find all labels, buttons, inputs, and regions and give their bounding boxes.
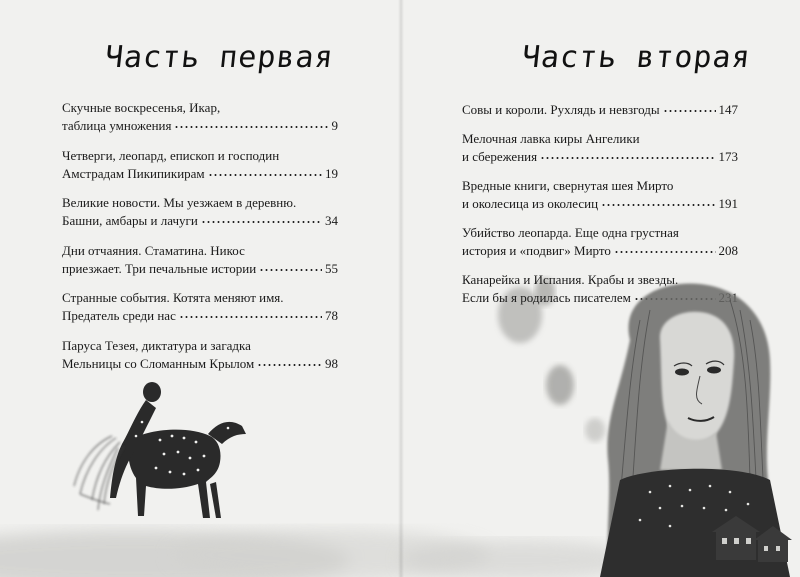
toc-entry-title-line2: приезжает. Три печальные истории [62, 260, 257, 276]
toc-entry-line2 [462, 147, 738, 165]
toc-entry-line2 [62, 259, 338, 277]
toc-entry-title-line1: Убийство леопарда. Еще одна грустная [462, 225, 679, 240]
toc-entry-page-number: 55 [325, 260, 338, 276]
toc-entry-page-number: 19 [325, 165, 338, 181]
leader-dots [201, 211, 322, 225]
toc-entry[interactable] [62, 100, 338, 134]
right-page [400, 0, 800, 577]
leader-dots [179, 306, 322, 320]
toc-entry-title-line2: и сбережения [462, 149, 538, 164]
leader-dots [174, 116, 328, 130]
leader-dots [257, 354, 322, 368]
toc-entry-title-line2: история и «подвиг» Мирто [462, 243, 611, 258]
toc-entry-title-line1: Четверги, леопард, епископ и господин [62, 147, 280, 163]
toc-entry-line2 [462, 100, 738, 118]
toc-entry-page-number: 78 [325, 308, 338, 324]
toc-entry-title-line2: таблица умножения [62, 118, 172, 133]
leader-dots [540, 147, 715, 161]
toc-entry-line2 [62, 116, 338, 134]
leader-dots [208, 164, 322, 178]
toc-entry-line2 [62, 211, 338, 229]
toc-entry-title-line2: Амстрадам Пикипикирам [62, 165, 205, 181]
toc-entry-page-number: 191 [718, 196, 738, 211]
toc-entry-title-line2: Предатель среди нас [62, 308, 176, 324]
toc-entry[interactable] [62, 290, 338, 324]
part-one-title: Часть первая [103, 40, 336, 75]
toc-entry[interactable] [62, 243, 338, 277]
leader-dots [614, 241, 716, 255]
girl-portrait-illustration [590, 280, 800, 577]
toc-entry-title-line2: Совы и короли. Рухлядь и невзгоды [462, 102, 660, 117]
toc-entry[interactable] [62, 195, 338, 229]
toc-entry-line2 [62, 164, 338, 182]
toc-entry-title-line2: Башни, амбары и лачуги [62, 213, 198, 229]
figure-with-horse-illustration [60, 378, 260, 528]
leader-dots [259, 259, 322, 273]
toc-entry-title-line1: Великие новости. Мы уезжаем в деревню. [62, 195, 297, 211]
toc-part-one [62, 100, 338, 386]
toc-entry-page-number: 208 [718, 243, 738, 258]
part-two-title: Часть вторая [520, 40, 753, 75]
toc-entry-line2 [462, 241, 738, 259]
toc-entry[interactable] [62, 338, 338, 372]
toc-entry-page-number: 9 [331, 118, 338, 133]
toc-entry[interactable] [462, 225, 738, 259]
toc-entry-page-number: 98 [325, 355, 338, 371]
leader-dots [663, 100, 716, 114]
toc-entry-title-line1: Странные события. Котята меняют имя. [62, 290, 284, 306]
toc-entry[interactable] [62, 148, 338, 182]
leader-dots [601, 194, 715, 208]
toc-entry-title-line1: Канарейка и Испания. Крабы и звезды. [462, 272, 679, 287]
toc-entry-title-line2: Мельницы со Сломанным Крылом [62, 355, 255, 371]
toc-entry-line2 [62, 354, 338, 372]
toc-entry-title-line1: Вредные книги, свернутая шея Мирто [462, 178, 674, 193]
toc-entry-page-number: 173 [718, 149, 738, 164]
toc-entry-title-line1: Скучные воскресенья, Икар, [62, 100, 221, 115]
toc-entry-title-line1: Дни отчаяния. Стаматина. Никос [62, 242, 245, 258]
toc-entry-title-line2: Если бы я родилась писателем [462, 290, 631, 305]
toc-entry-line2 [62, 306, 338, 324]
toc-entry-page-number: 34 [325, 213, 338, 229]
toc-entry[interactable] [462, 178, 738, 212]
toc-entry-title-line1: Паруса Тезея, диктатура и загадка [62, 337, 251, 353]
toc-entry-page-number: 147 [718, 102, 738, 117]
toc-entry[interactable] [462, 100, 738, 118]
toc-entry-title-line2: и околесица из околесиц [462, 196, 599, 211]
toc-entry-title-line1: Мелочная лавка киры Ангелики [462, 131, 640, 146]
toc-entry-line2 [462, 194, 738, 212]
toc-entry[interactable] [462, 131, 738, 165]
